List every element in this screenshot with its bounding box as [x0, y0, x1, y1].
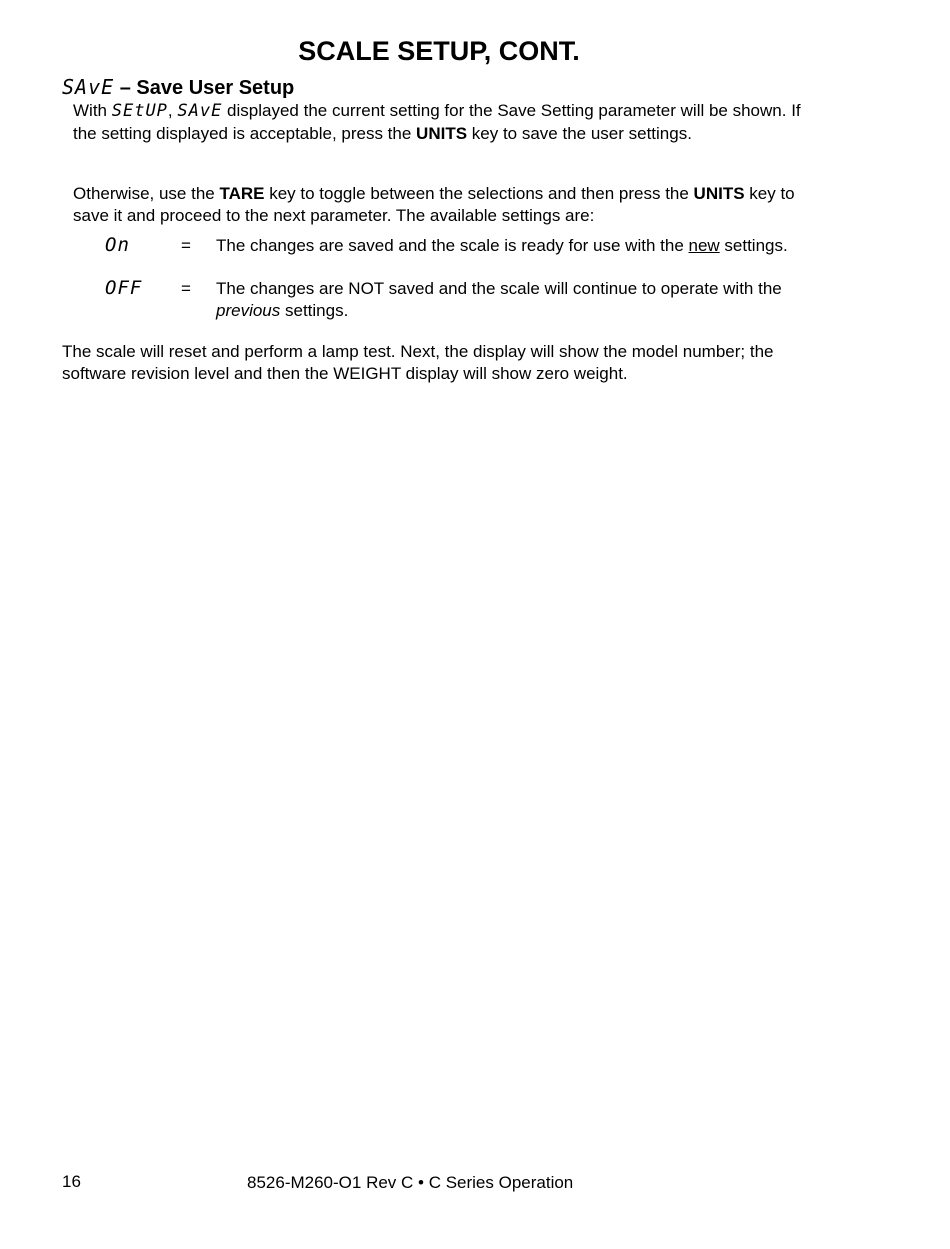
paragraph-intro — [73, 100, 823, 144]
text-run: key to save it and proceed to the next parameter. The available settings are: — [73, 184, 795, 225]
text-run: settings. — [280, 300, 349, 320]
text-run: key to toggle between the selections and then press the — [264, 184, 694, 203]
units-key-label: UNITS — [416, 123, 468, 143]
text-run: Otherwise, use the — [73, 184, 220, 203]
option-off — [105, 278, 825, 321]
paragraph-toggle — [73, 183, 823, 226]
text-run: settings. — [719, 236, 788, 255]
option-equals: = — [181, 279, 191, 298]
page-number: 16 — [62, 1172, 81, 1191]
document-id: 8526-M260-O1 Rev C • C Series Operation — [247, 1173, 574, 1192]
text-run: , — [167, 101, 178, 120]
option-on — [105, 235, 825, 257]
page-title: SCALE SETUP, CONT. — [298, 36, 580, 66]
text-run: With — [73, 101, 112, 120]
emphasis-new: new — [688, 236, 720, 255]
option-description — [216, 235, 825, 257]
section-separator: – — [114, 77, 137, 99]
option-code: OFF — [105, 277, 143, 299]
display-code-setup: SEtUP — [111, 101, 168, 121]
text-run: key to save the user settings. — [467, 123, 692, 143]
text-run: The changes are NOT saved and the scale will continue to operate with the — [216, 279, 782, 298]
section-heading — [62, 75, 294, 100]
units-key-label: UNITS — [693, 184, 745, 203]
display-code-save: SAvE — [177, 101, 223, 121]
emphasis-previous: previous — [216, 300, 281, 320]
tare-key-label: TARE — [219, 184, 265, 203]
section-code: SAvE — [62, 75, 115, 99]
paragraph-reset: The scale will reset and perform a lamp test. Next, the display will show the model number; the software revision level and then the WEIGHT display will show zero weight. — [62, 342, 774, 383]
option-description — [216, 278, 825, 321]
text-run: The changes are saved and the scale is ready for use with the — [216, 236, 689, 255]
section-title: Save User Setup — [136, 77, 295, 99]
text-run: displayed the current setting for the Save Setting parameter will be shown. If the setting displayed is acceptable, press the — [73, 101, 801, 143]
option-equals: = — [181, 236, 191, 255]
option-code: On — [105, 234, 130, 256]
